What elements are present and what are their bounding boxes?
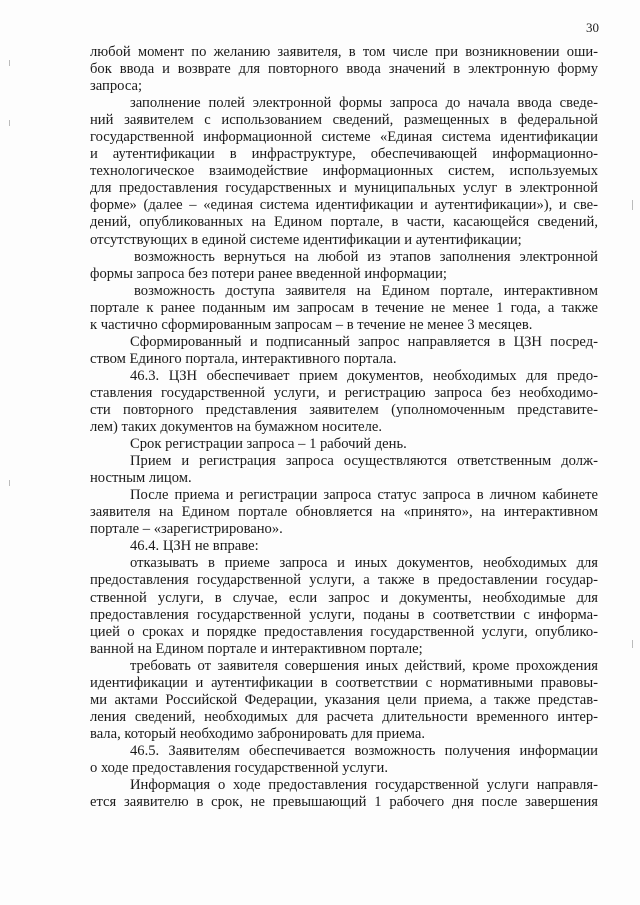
text-line: предоставления государственной услуги, поданы в соответствии с информа-: [90, 606, 598, 623]
text-line: ванной на Едином портале и интерактивном портале;: [90, 640, 423, 657]
margin-mark: [9, 120, 10, 126]
text-line: ством Единого портала, интерактивного портала.: [90, 350, 397, 367]
text-line: 46.5. Заявителям обеспечивается возможность получения информации: [130, 742, 598, 759]
margin-mark: [9, 480, 10, 486]
text-line: любой момент по желанию заявителя, в том числе при возникновении оши-: [90, 44, 598, 60]
text-line: отказывать в приеме запроса и иных документов, необходимых для: [130, 555, 598, 572]
text-line: государственной информационной системе «Единая система идентификации: [90, 129, 598, 146]
text-line: вала, который необходимо забронировать для приема.: [90, 725, 426, 742]
text-line: к частично сформированным запросам – в течение не менее 3 месяцев.: [90, 316, 533, 333]
text-line: предоставления государственной услуги, а также в предоставлении государ-: [90, 572, 598, 589]
text-line: ется заявителю в срок, не превышающий 1 рабочего дня после завершения: [90, 794, 598, 811]
text-line: отсутствующих в единой системе идентификации и аутентификации;: [90, 231, 522, 248]
text-line: 46.3. ЦЗН обеспечивает прием документов, необходимых для предо-: [130, 367, 598, 384]
text-line: бок ввода и возврате для повторного ввода значений в электронную форму: [90, 61, 598, 78]
text-line: форме» (далее – «единая система идентификации и аутентификации»), и све-: [90, 197, 598, 214]
margin-mark: [632, 200, 633, 210]
text-line: ностным лицом.: [90, 470, 192, 487]
text-line: портале – «зарегистрировано».: [90, 521, 283, 538]
text-line: дений, опубликованных на Едином портале, в части, касающейся сведений,: [90, 214, 598, 231]
text-line: Срок регистрации запроса – 1 рабочий день.: [130, 436, 407, 453]
text-line: ставления государственной услуги, и регистрацию запроса без необходимо-: [90, 384, 598, 401]
text-line: заполнение полей электронной формы запроса до начала ввода сведе-: [130, 95, 598, 112]
text-line: запроса;: [90, 78, 143, 95]
margin-mark: [632, 640, 633, 648]
text-line: формы запроса без потери ранее введенной информации;: [90, 265, 447, 282]
text-line: Информация о ходе предоставления государственной услуги направля-: [130, 777, 598, 794]
text-line: ственной услуги, в случае, если запрос и документы, необходимые для: [90, 589, 598, 606]
text-line: требовать от заявителя совершения иных действий, кроме прохождения: [130, 657, 598, 674]
text-line: и аутентификации в инфраструктуре, обеспечивающей информационно-: [90, 146, 598, 163]
text-line: 46.4. ЦЗН не вправе:: [130, 538, 259, 555]
text-line: о ходе предоставления государственной услуги.: [90, 759, 388, 776]
text-line: идентификации и аутентификации в соответствии с нормативными правовы-: [90, 674, 598, 691]
text-line: ний заявителем с использованием сведений, размещенных в федеральной: [90, 112, 598, 129]
text-line: Сформированный и подписанный запрос направляется в ЦЗН посред-: [130, 333, 598, 350]
text-line: возможность вернуться на любой из этапов заполнения электронной: [134, 248, 598, 265]
text-line: ления сведений, необходимых для расчета длительности временного интер-: [90, 708, 598, 725]
text-line: цией о сроках и порядке предоставления государственной услуги, опублико-: [90, 623, 598, 640]
margin-mark: [9, 60, 10, 66]
text-line: технологическое взаимодействие информационных систем, используемых: [90, 163, 598, 180]
text-line: для предоставления государственных и муниципальных услуг в электронной: [90, 180, 598, 197]
text-line: заявителя на Едином портале обновляется на «принято», на интерактивном: [90, 504, 598, 521]
body-text: [90, 44, 598, 811]
text-line: лем) таких документов на бумажном носителе.: [90, 419, 382, 436]
text-line: После приема и регистрации запроса статус запроса в личном кабинете: [130, 487, 598, 504]
text-line: ми актами Российской Федерации, указания цели приема, а также представ-: [90, 691, 598, 708]
text-line: возможность доступа заявителя на Едином портале, интерактивном: [134, 282, 598, 299]
text-line: сти повторного представления заявителем (уполномоченным представите-: [90, 401, 598, 418]
text-line: Прием и регистрация запроса осуществляются ответственным долж-: [130, 453, 598, 470]
text-line: портале к ранее поданным им запросам в течение не менее 1 года, а также: [90, 299, 598, 316]
page-number: 30: [586, 20, 599, 35]
